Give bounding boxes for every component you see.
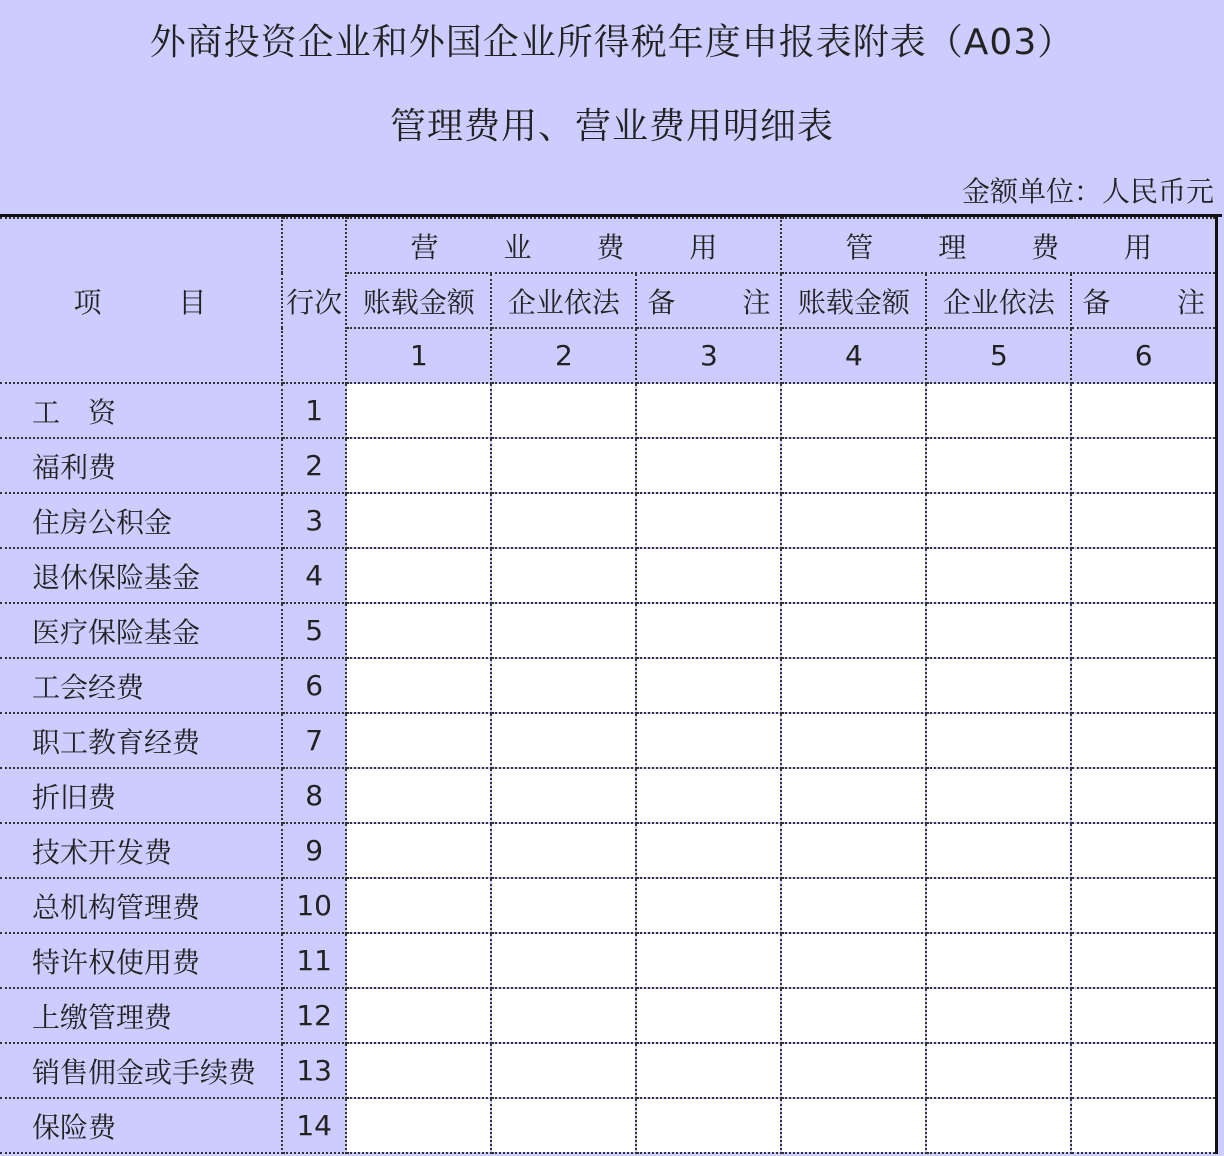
header-item (0, 218, 282, 383)
row-label: 医疗保险基金 (0, 603, 282, 658)
data-cell[interactable] (926, 548, 1071, 603)
table-row (0, 1098, 1217, 1153)
header-admin-legal: 企业依法 (926, 273, 1071, 328)
data-cell[interactable] (781, 548, 926, 603)
data-cell[interactable] (636, 988, 781, 1043)
data-cell[interactable] (491, 768, 636, 823)
data-cell[interactable] (1071, 438, 1216, 493)
data-cell[interactable] (346, 603, 491, 658)
table-row (0, 383, 1217, 438)
table-row (0, 823, 1217, 878)
data-cell[interactable] (346, 438, 491, 493)
col-num-2: 2 (491, 328, 636, 383)
data-cell[interactable] (781, 493, 926, 548)
data-cell[interactable] (636, 1043, 781, 1098)
data-cell[interactable] (491, 548, 636, 603)
data-cell[interactable] (926, 878, 1071, 933)
data-cell[interactable] (636, 823, 781, 878)
data-cell[interactable] (636, 383, 781, 438)
data-cell[interactable] (346, 823, 491, 878)
data-cell[interactable] (926, 383, 1071, 438)
table-row (0, 493, 1217, 548)
data-cell[interactable] (1071, 548, 1216, 603)
data-cell[interactable] (926, 713, 1071, 768)
data-cell[interactable] (781, 438, 926, 493)
col-num-3: 3 (636, 328, 781, 383)
header-item-b: 目 (178, 285, 208, 319)
data-cell[interactable] (636, 603, 781, 658)
header-line: 行次 (282, 218, 346, 383)
data-cell[interactable] (926, 493, 1071, 548)
row-line-number: 13 (282, 1043, 346, 1098)
table-row (0, 768, 1217, 823)
row-line-number: 6 (282, 658, 346, 713)
header-sales-remark: 备 注 (636, 273, 781, 328)
table-row (0, 658, 1217, 713)
row-label: 技术开发费 (0, 823, 282, 878)
table-row (0, 933, 1217, 988)
header-sales-book: 账载金额 (346, 273, 491, 328)
data-cell[interactable] (491, 713, 636, 768)
data-cell[interactable] (491, 988, 636, 1043)
table-row (0, 878, 1217, 933)
data-cell[interactable] (781, 933, 926, 988)
data-cell[interactable] (491, 933, 636, 988)
data-cell[interactable] (926, 1098, 1071, 1153)
row-label: 福利费 (0, 438, 282, 493)
expense-table (0, 217, 1218, 1154)
row-label: 销售佣金或手续费 (0, 1043, 282, 1098)
data-cell[interactable] (926, 438, 1071, 493)
data-cell[interactable] (926, 658, 1071, 713)
data-cell[interactable] (926, 933, 1071, 988)
data-cell[interactable] (1071, 713, 1216, 768)
data-cell[interactable] (1071, 383, 1216, 438)
row-label: 上缴管理费 (0, 988, 282, 1043)
data-cell[interactable] (1071, 1043, 1216, 1098)
data-cell[interactable] (491, 658, 636, 713)
data-cell[interactable] (636, 933, 781, 988)
row-label: 总机构管理费 (0, 878, 282, 933)
data-cell[interactable] (781, 988, 926, 1043)
table-row (0, 988, 1217, 1043)
row-label: 特许权使用费 (0, 933, 282, 988)
data-cell[interactable] (1071, 603, 1216, 658)
data-cell[interactable] (346, 658, 491, 713)
row-line-number: 8 (282, 768, 346, 823)
header-item-a: 项 (73, 285, 103, 319)
row-label: 保险费 (0, 1098, 282, 1153)
header-group-sales: 营 业 费 用 (346, 218, 781, 273)
data-cell[interactable] (636, 713, 781, 768)
data-cell[interactable] (781, 713, 926, 768)
row-line-number: 2 (282, 438, 346, 493)
table-row (0, 548, 1217, 603)
data-cell[interactable] (1071, 823, 1216, 878)
data-cell[interactable] (781, 1098, 926, 1153)
row-line-number: 9 (282, 823, 346, 878)
col-num-6: 6 (1071, 328, 1216, 383)
row-label: 住房公积金 (0, 493, 282, 548)
data-cell[interactable] (346, 1098, 491, 1153)
table-row (0, 713, 1217, 768)
data-cell[interactable] (926, 603, 1071, 658)
data-cell[interactable] (346, 878, 491, 933)
currency-unit: 金额单位：人民币元 (961, 175, 1214, 208)
row-label: 工 资 (0, 383, 282, 438)
data-cell[interactable] (346, 548, 491, 603)
row-line-number: 10 (282, 878, 346, 933)
data-cell[interactable] (781, 878, 926, 933)
row-line-number: 4 (282, 548, 346, 603)
data-cell[interactable] (491, 383, 636, 438)
row-line-number: 1 (282, 383, 346, 438)
data-cell[interactable] (636, 493, 781, 548)
row-label: 职工教育经费 (0, 713, 282, 768)
data-cell[interactable] (636, 768, 781, 823)
data-cell[interactable] (926, 1043, 1071, 1098)
row-line-number: 3 (282, 493, 346, 548)
header-sales-legal: 企业依法 (491, 273, 636, 328)
data-cell[interactable] (346, 933, 491, 988)
data-cell[interactable] (491, 493, 636, 548)
data-cell[interactable] (1071, 933, 1216, 988)
data-cell[interactable] (926, 823, 1071, 878)
data-cell[interactable] (636, 548, 781, 603)
data-cell[interactable] (781, 383, 926, 438)
data-cell[interactable] (1071, 1098, 1216, 1153)
data-cell[interactable] (491, 603, 636, 658)
table-row (0, 1043, 1217, 1098)
header-row-groups (0, 218, 1217, 273)
data-cell[interactable] (491, 438, 636, 493)
page-subtitle: 管理费用、营业费用明细表 (389, 106, 834, 147)
row-label: 工会经费 (0, 658, 282, 713)
data-cell[interactable] (1071, 658, 1216, 713)
row-label: 退休保险基金 (0, 548, 282, 603)
data-cell[interactable] (1071, 878, 1216, 933)
data-cell[interactable] (1071, 988, 1216, 1043)
row-line-number: 11 (282, 933, 346, 988)
data-cell[interactable] (346, 493, 491, 548)
page-title: 外商投资企业和外国企业所得税年度申报表附表（A03） (149, 22, 1075, 63)
data-cell[interactable] (346, 383, 491, 438)
data-cell[interactable] (781, 658, 926, 713)
row-label: 折旧费 (0, 768, 282, 823)
row-line-number: 12 (282, 988, 346, 1043)
table-row (0, 603, 1217, 658)
data-cell[interactable] (636, 438, 781, 493)
data-cell[interactable] (491, 1098, 636, 1153)
data-cell[interactable] (1071, 493, 1216, 548)
data-cell[interactable] (636, 878, 781, 933)
header-admin-remark: 备 注 (1071, 273, 1216, 328)
data-cell[interactable] (926, 768, 1071, 823)
col-num-1: 1 (346, 328, 491, 383)
data-cell[interactable] (346, 988, 491, 1043)
data-cell[interactable] (781, 603, 926, 658)
col-num-4: 4 (781, 328, 926, 383)
row-line-number: 14 (282, 1098, 346, 1153)
expense-table-wrapper (0, 214, 1222, 1154)
data-cell[interactable] (926, 988, 1071, 1043)
data-cell[interactable] (346, 768, 491, 823)
data-cell[interactable] (1071, 768, 1216, 823)
data-cell[interactable] (346, 713, 491, 768)
data-cell[interactable] (781, 1043, 926, 1098)
table-row (0, 438, 1217, 493)
header-admin-book: 账载金额 (781, 273, 926, 328)
data-cell[interactable] (781, 823, 926, 878)
col-num-5: 5 (926, 328, 1071, 383)
data-cell[interactable] (636, 1098, 781, 1153)
data-cell[interactable] (491, 878, 636, 933)
data-cell[interactable] (636, 658, 781, 713)
row-line-number: 7 (282, 713, 346, 768)
data-cell[interactable] (491, 1043, 636, 1098)
row-line-number: 5 (282, 603, 346, 658)
data-cell[interactable] (346, 1043, 491, 1098)
data-cell[interactable] (781, 768, 926, 823)
header-group-admin: 管 理 费 用 (781, 218, 1216, 273)
data-cell[interactable] (491, 823, 636, 878)
